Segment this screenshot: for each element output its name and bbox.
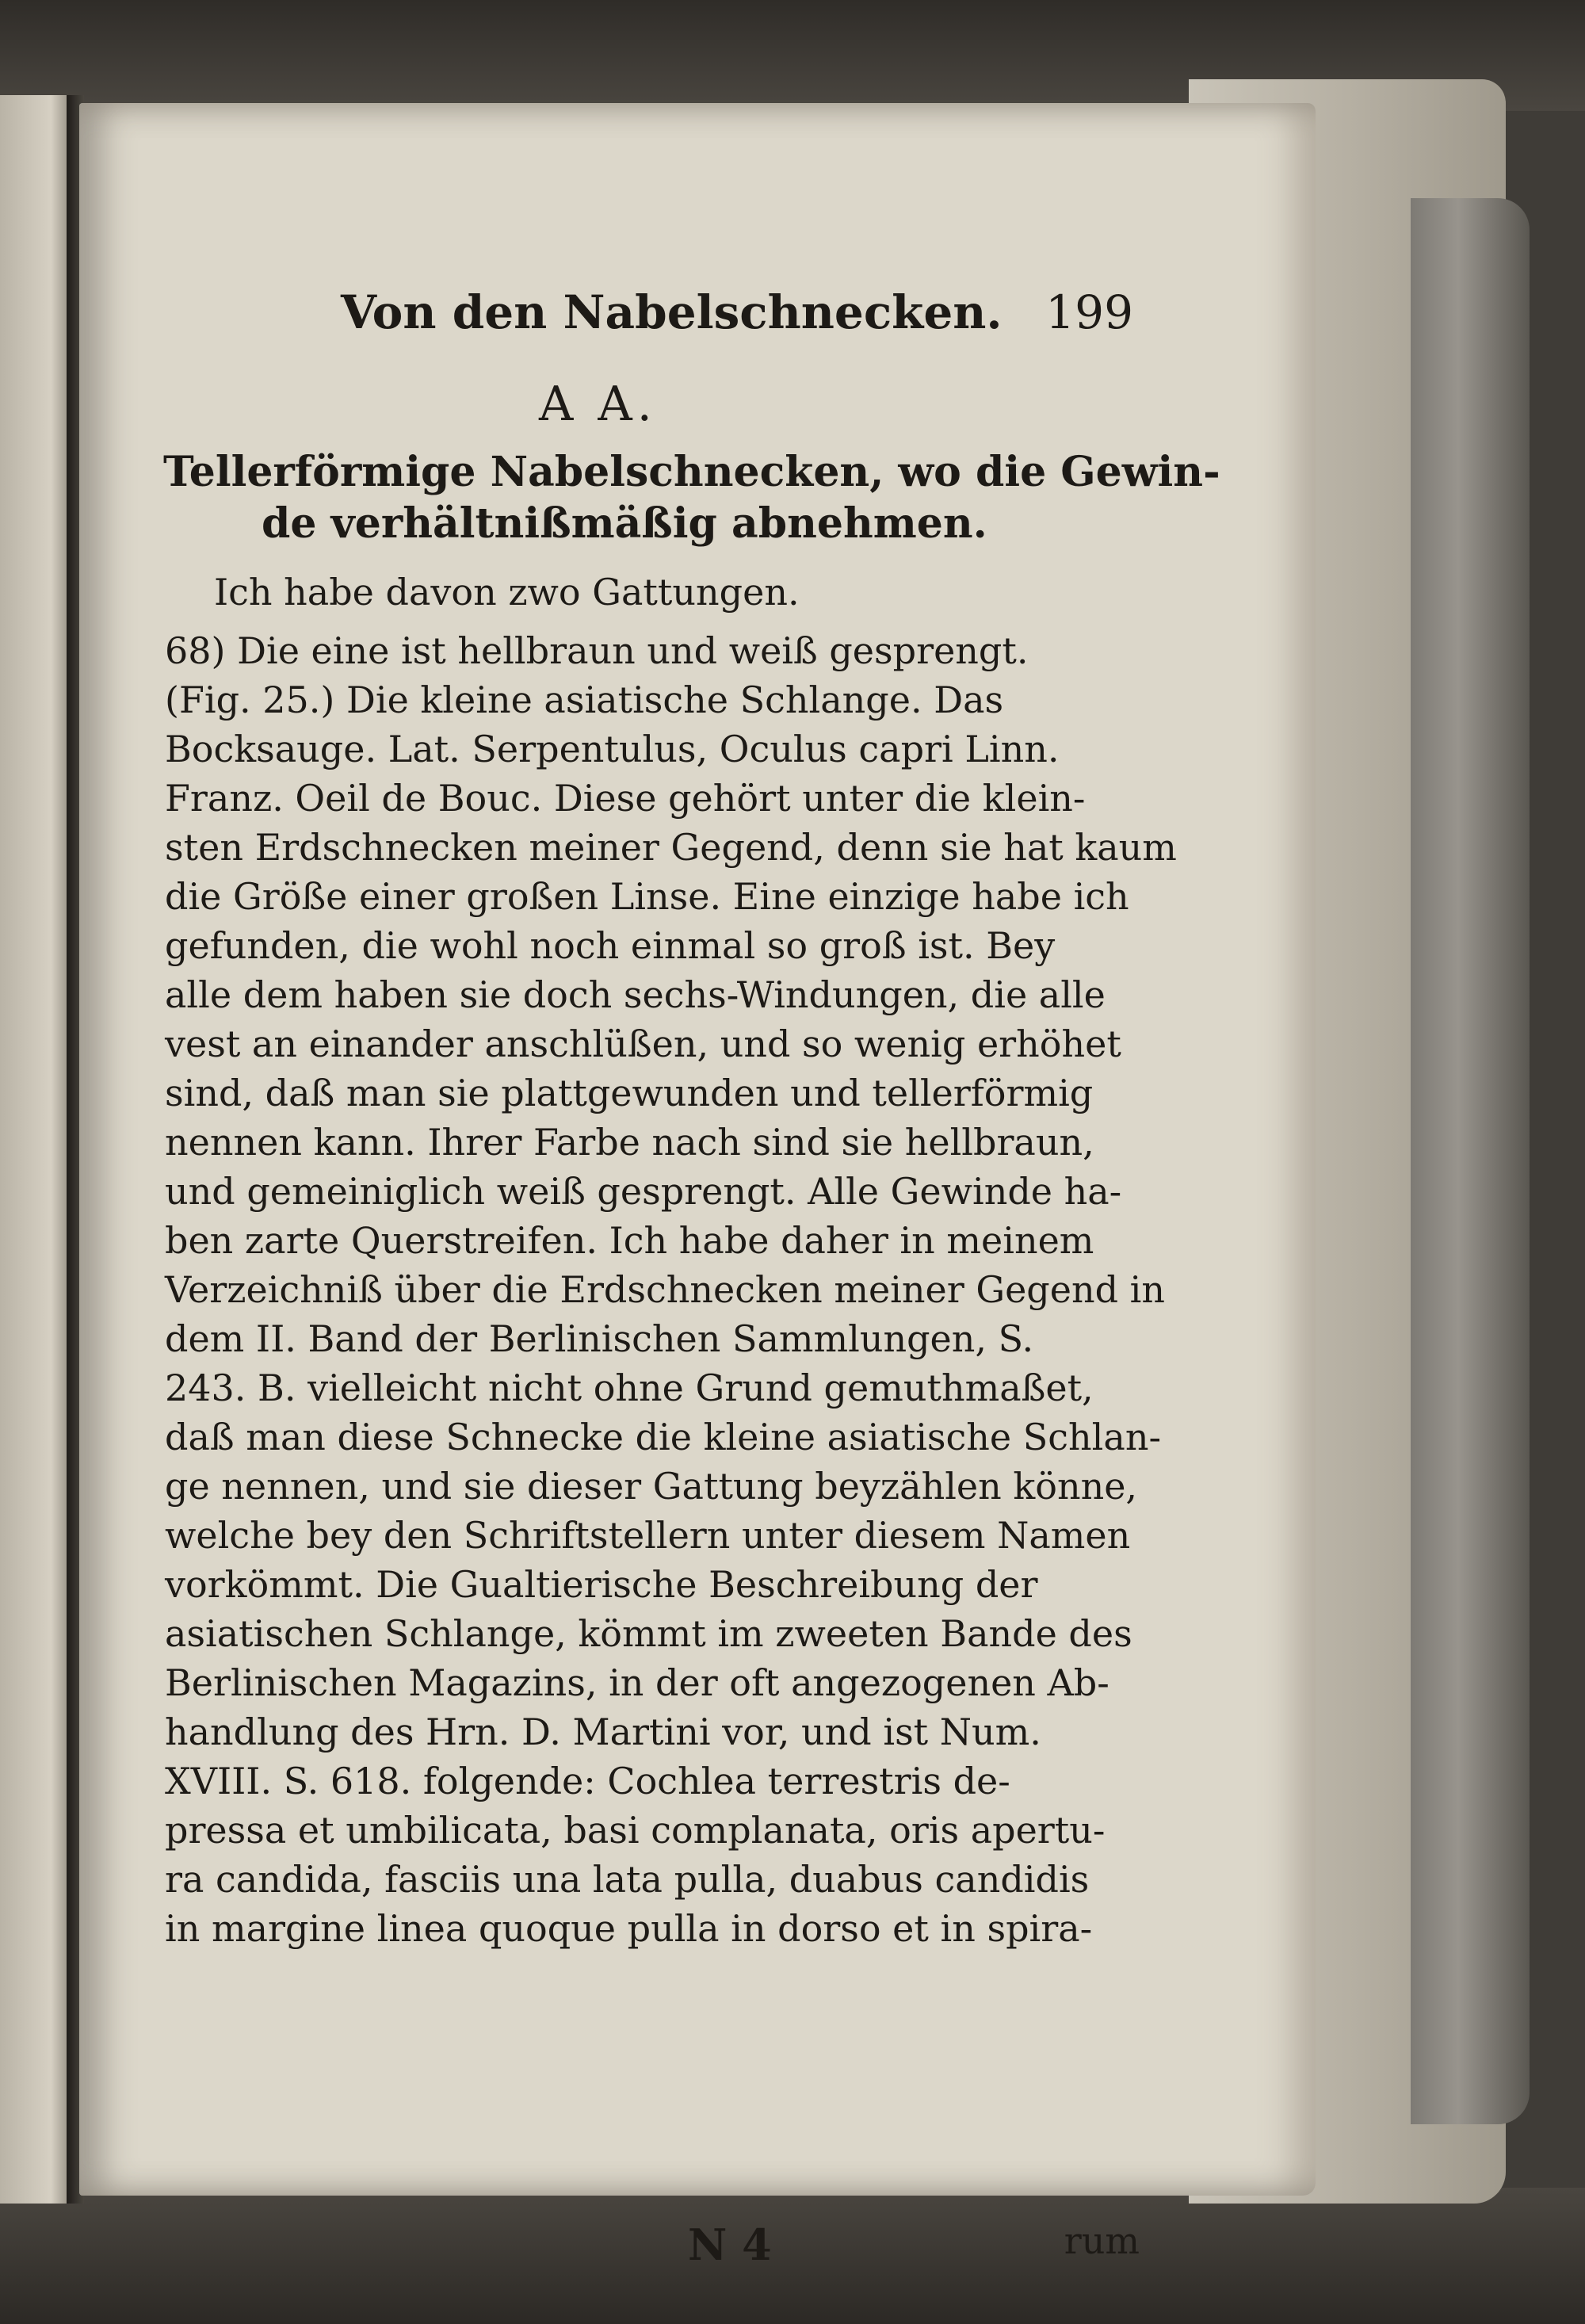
- book-cover-edge: [1411, 198, 1530, 2124]
- body-line: Verzeichniß über die Erdschnecken meiner Gegend in: [165, 1268, 1166, 1311]
- body-line: gefunden, die wohl noch einmal so groß ist. Bey: [165, 924, 1056, 967]
- section-heading-line-2: de verhältnißmäßig abnehmen.: [262, 499, 987, 548]
- book-page: [79, 103, 1316, 2270]
- body-line: in margine linea quoque pulla in dorso et in spira-: [165, 1907, 1093, 1950]
- body-line: 243. B. vielleicht nicht ohne Grund gemuthmaßet,: [165, 1366, 1094, 1409]
- intro-line: Ich habe davon zwo Gattungen.: [214, 571, 800, 613]
- body-line: welche bey den Schriftstellern unter diesem Namen: [165, 1514, 1131, 1557]
- body-line: pressa et umbilicata, basi complanata, oris apertu-: [165, 1809, 1106, 1852]
- body-line: Bocksauge. Lat. Serpentulus, Oculus capri Linn.: [165, 728, 1060, 770]
- body-line: ra candida, fasciis una lata pulla, duabus candidis: [165, 1858, 1090, 1901]
- running-head: Von den Nabelschnecken.: [341, 285, 1003, 339]
- signature-mark: N 4: [688, 2219, 772, 2270]
- body-line: Berlinischen Magazins, in der oft angezogenen Ab-: [165, 1661, 1110, 1704]
- section-heading-line-1: Tellerförmige Nabelschnecken, wo die Gewin-: [163, 448, 1220, 496]
- page-header: [341, 285, 1133, 341]
- body-line: daß man diese Schnecke die kleine asiatische Schlan-: [165, 1416, 1161, 1458]
- body-text: [165, 626, 1177, 1953]
- body-line: sind, daß man sie plattgewunden und tellerförmig: [165, 1072, 1094, 1114]
- body-line: ben zarte Querstreifen. Ich habe daher in meinem: [165, 1219, 1094, 1262]
- body-line: und gemeiniglich weiß gesprengt. Alle Gewinde ha-: [165, 1170, 1122, 1213]
- body-line: XVIII. S. 618. folgende: Cochlea terrestris de-: [165, 1760, 1010, 1802]
- page-number: 199: [1045, 285, 1133, 339]
- body-line: vorkömmt. Die Gualtierische Beschreibung der: [165, 1563, 1038, 1606]
- body-line: ge nennen, und sie dieser Gattung beyzählen könne,: [165, 1465, 1138, 1508]
- body-line: 68) Die eine ist hellbraun und weiß gesprengt.: [165, 629, 1029, 672]
- page-footer: [165, 2219, 1140, 2275]
- facing-page-edge: [0, 95, 73, 2204]
- section-mark: A A.: [539, 377, 657, 432]
- body-line: (Fig. 25.) Die kleine asiatische Schlange. Das: [165, 678, 1004, 721]
- body-line: nennen kann. Ihrer Farbe nach sind sie hellbraun,: [165, 1121, 1094, 1164]
- catchword: rum: [1064, 2219, 1140, 2262]
- body-line: vest an einander anschlüßen, und so wenig erhöhet: [165, 1022, 1121, 1065]
- body-line: dem II. Band der Berlinischen Sammlungen, S.: [165, 1317, 1034, 1360]
- body-line: Franz. Oeil de Bouc. Diese gehört unter die klein-: [165, 777, 1086, 820]
- body-line: handlung des Hrn. D. Martini vor, und ist Num.: [165, 1711, 1041, 1753]
- body-line: alle dem haben sie doch sechs-Windungen, die alle: [165, 973, 1106, 1016]
- body-line: die Größe einer großen Linse. Eine einzige habe ich: [165, 875, 1129, 918]
- body-line: asiatischen Schlange, kömmt im zweeten Bande des: [165, 1612, 1132, 1655]
- body-line: sten Erdschnecken meiner Gegend, denn sie hat kaum: [165, 826, 1177, 869]
